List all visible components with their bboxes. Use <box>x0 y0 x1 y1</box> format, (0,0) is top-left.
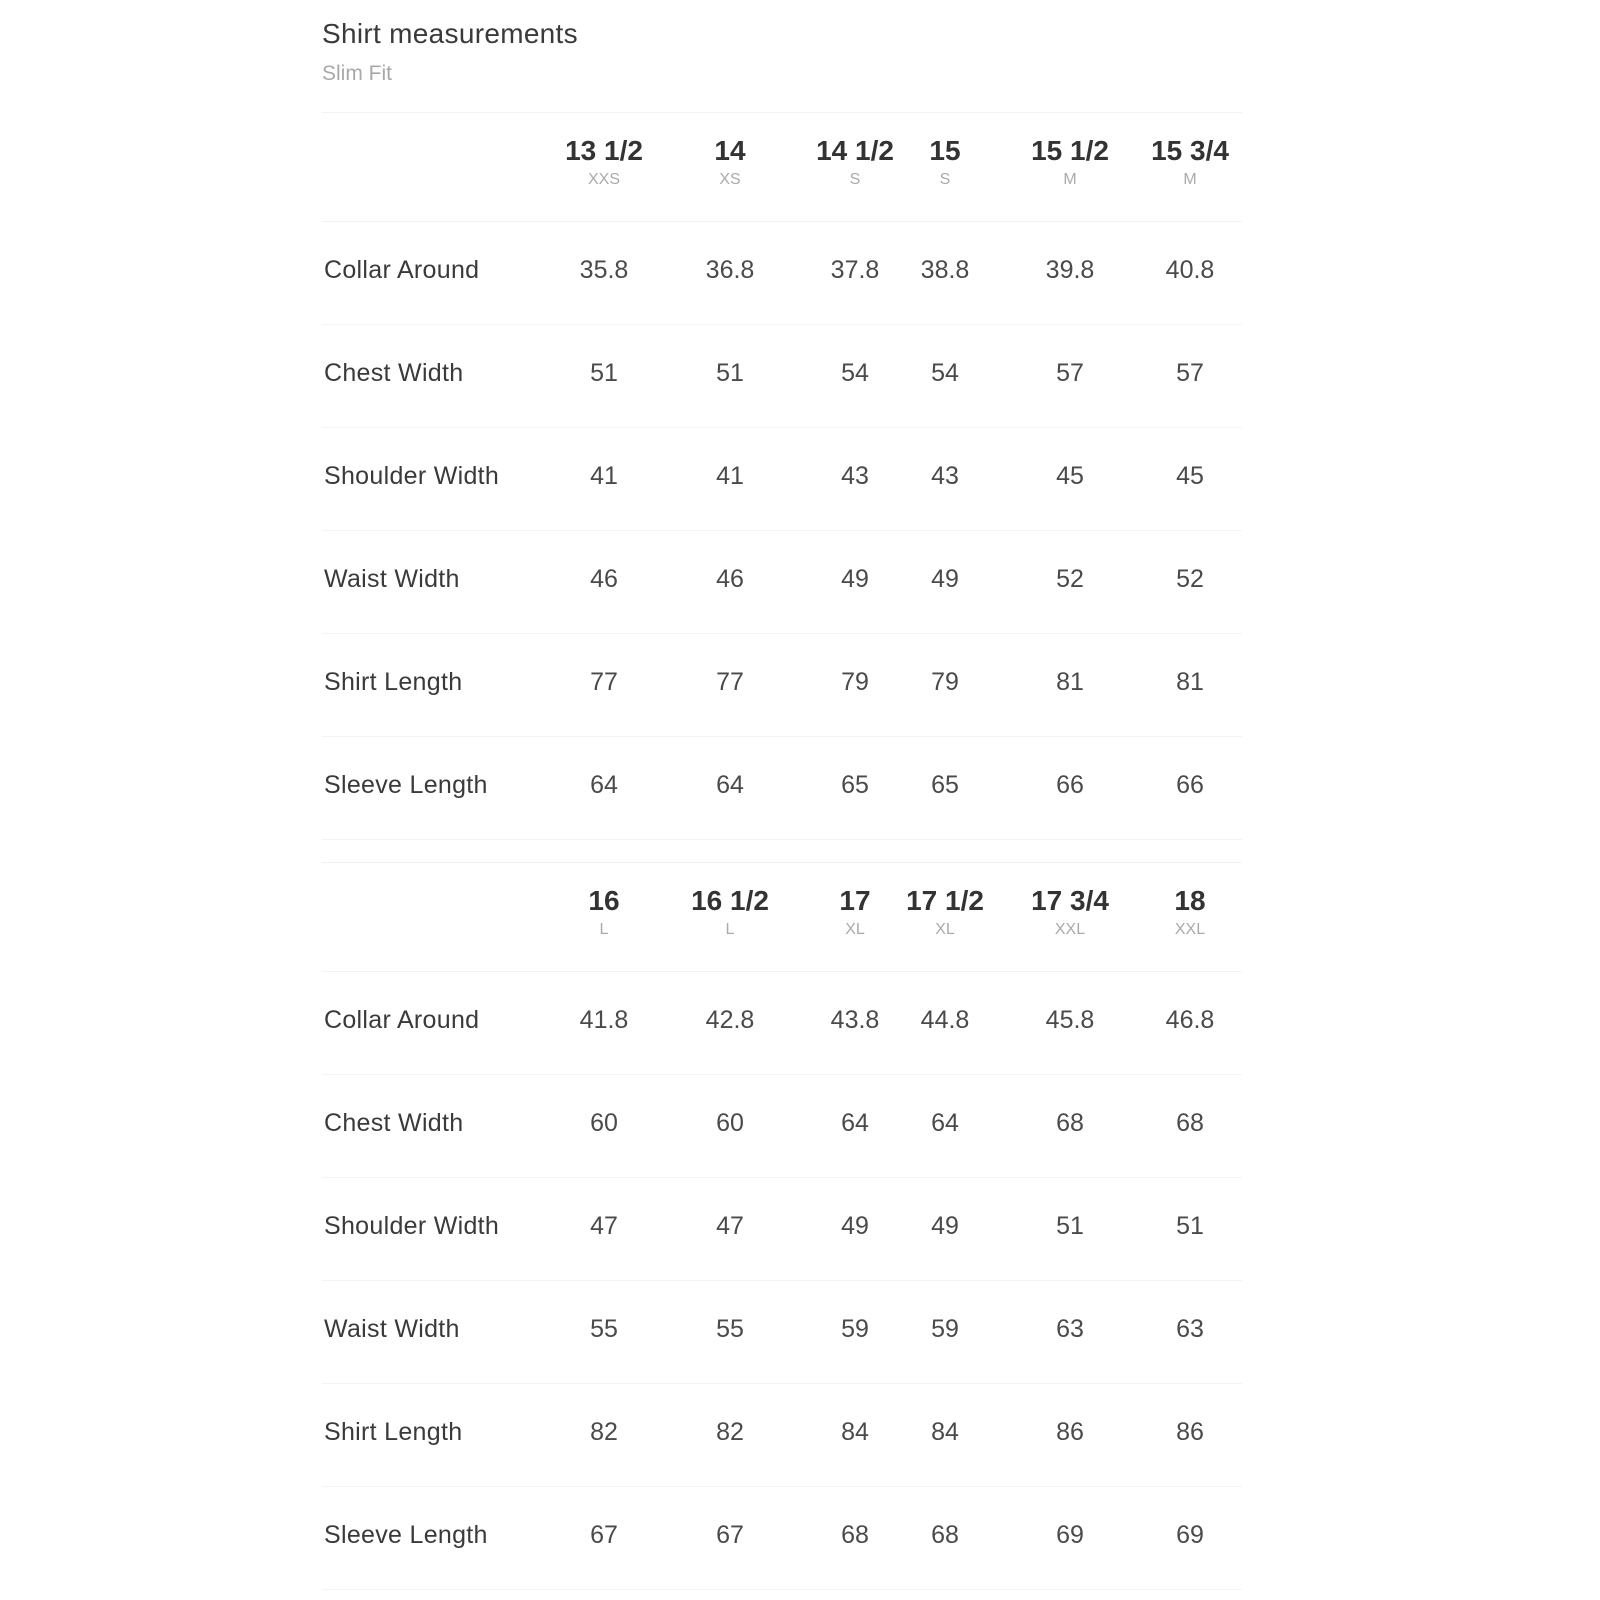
measurement-value: 43 <box>931 462 959 490</box>
measurement-value: 37.8 <box>830 256 880 284</box>
measurement-value: 49 <box>841 1212 869 1240</box>
size-column-header <box>929 135 960 189</box>
measurement-label: Collar Around <box>324 1006 480 1034</box>
measurement-label: Collar Around <box>324 256 480 284</box>
measurement-value: 68 <box>841 1521 869 1549</box>
measurement-value: 42.8 <box>705 1006 755 1034</box>
measurement-value: 68 <box>1176 1109 1204 1137</box>
measurement-value: 51 <box>1176 1212 1204 1240</box>
measurement-value: 40.8 <box>1165 256 1215 284</box>
measurement-row-waist-width <box>322 1281 1242 1384</box>
measurement-value: 64 <box>931 1109 959 1137</box>
size-value: 14 1/2 <box>816 135 894 166</box>
measurement-value: 69 <box>1056 1521 1084 1549</box>
page-title: Shirt measurements <box>322 18 578 49</box>
size-value: 17 3/4 <box>1031 885 1109 916</box>
size-value: 16 <box>588 885 620 916</box>
size-value: 15 1/2 <box>1031 135 1109 166</box>
measurement-value: 66 <box>1056 771 1084 799</box>
size-value: 17 <box>839 885 871 916</box>
measurement-value: 79 <box>841 668 869 696</box>
measurement-value: 49 <box>841 565 869 593</box>
measurement-value: 66 <box>1176 771 1204 799</box>
measurement-row-shirt-length <box>322 634 1242 737</box>
size-column-header <box>565 135 643 189</box>
size-value: 13 1/2 <box>565 135 643 166</box>
measurement-value: 51 <box>716 359 744 387</box>
size-value: 16 1/2 <box>691 885 769 916</box>
measurement-value: 52 <box>1056 565 1084 593</box>
size-column-header <box>816 135 894 189</box>
measurement-value: 45.8 <box>1045 1006 1095 1034</box>
size-column-header <box>1031 885 1109 939</box>
measurement-value: 81 <box>1056 668 1084 696</box>
size-letter: XL <box>845 921 865 938</box>
measurement-value: 59 <box>841 1315 869 1343</box>
measurement-value: 64 <box>590 771 618 799</box>
size-letter: S <box>849 171 861 188</box>
measurement-value: 68 <box>1056 1109 1084 1137</box>
measurement-value: 46 <box>590 565 618 593</box>
measurement-row-collar-around <box>322 972 1242 1075</box>
measurement-value: 46 <box>716 565 744 593</box>
size-column-header <box>1031 135 1109 189</box>
size-value: 17 1/2 <box>906 885 984 916</box>
measurement-value: 84 <box>841 1418 869 1446</box>
measurement-value: 38.8 <box>920 256 970 284</box>
measurement-value: 69 <box>1176 1521 1204 1549</box>
measurement-value: 45 <box>1056 462 1084 490</box>
measurement-row-shirt-length <box>322 1384 1242 1487</box>
measurement-label: Waist Width <box>324 1315 460 1343</box>
measurement-value: 84 <box>931 1418 959 1446</box>
size-header-row <box>322 862 1242 972</box>
size-letter: XXS <box>587 171 621 188</box>
measurement-value: 79 <box>931 668 959 696</box>
measurement-value: 57 <box>1176 359 1204 387</box>
measurement-value: 65 <box>841 771 869 799</box>
measurement-value: 44.8 <box>920 1006 970 1034</box>
measurement-label: Chest Width <box>324 1109 464 1137</box>
measurement-value: 63 <box>1056 1315 1084 1343</box>
measurement-value: 51 <box>590 359 618 387</box>
measurement-value: 54 <box>841 359 869 387</box>
measurement-row-chest-width <box>322 325 1242 428</box>
measurement-value: 35.8 <box>579 256 629 284</box>
measurement-value: 59 <box>931 1315 959 1343</box>
size-value: 15 <box>929 135 961 166</box>
measurement-value: 55 <box>590 1315 618 1343</box>
fit-subtitle: Slim Fit <box>322 62 392 85</box>
measurement-value: 64 <box>716 771 744 799</box>
measurement-row-chest-width <box>322 1075 1242 1178</box>
measurement-label: Sleeve Length <box>324 771 488 799</box>
size-value: 18 <box>1174 885 1206 916</box>
size-letter: XXL <box>1174 921 1206 938</box>
measurement-value: 43 <box>841 462 869 490</box>
size-letter: XL <box>935 921 955 938</box>
size-column-header <box>1174 885 1205 939</box>
measurement-value: 41 <box>716 462 744 490</box>
measurement-label: Chest Width <box>324 359 464 387</box>
measurement-value: 47 <box>590 1212 618 1240</box>
measurement-label: Sleeve Length <box>324 1521 488 1549</box>
size-column-header <box>839 885 870 939</box>
measurement-value: 43.8 <box>830 1006 880 1034</box>
measurement-value: 67 <box>716 1521 744 1549</box>
measurement-row-sleeve-length <box>322 1487 1242 1590</box>
measurement-value: 81 <box>1176 668 1204 696</box>
measurement-value: 45 <box>1176 462 1204 490</box>
measurement-value: 86 <box>1056 1418 1084 1446</box>
measurement-value: 46.8 <box>1165 1006 1215 1034</box>
size-letter: L <box>725 921 735 938</box>
size-column-header <box>691 885 769 939</box>
measurement-value: 36.8 <box>705 256 755 284</box>
measurement-value: 55 <box>716 1315 744 1343</box>
size-value: 15 3/4 <box>1151 135 1229 166</box>
measurement-label: Waist Width <box>324 565 460 593</box>
size-header-row <box>322 112 1242 222</box>
measurement-value: 68 <box>931 1521 959 1549</box>
measurement-value: 63 <box>1176 1315 1204 1343</box>
measurement-value: 64 <box>841 1109 869 1137</box>
measurement-value: 65 <box>931 771 959 799</box>
size-table-small <box>322 112 1242 840</box>
measurement-label: Shirt Length <box>324 668 463 696</box>
size-table-large <box>322 862 1242 1590</box>
measurement-value: 60 <box>716 1109 744 1137</box>
size-value: 14 <box>714 135 746 166</box>
measurement-value: 39.8 <box>1045 256 1095 284</box>
measurement-row-shoulder-width <box>322 1178 1242 1281</box>
measurement-label: Shoulder Width <box>324 462 500 490</box>
measurement-value: 57 <box>1056 359 1084 387</box>
measurement-value: 41 <box>590 462 618 490</box>
measurement-value: 82 <box>590 1418 618 1446</box>
measurement-value: 54 <box>931 359 959 387</box>
measurement-value: 77 <box>716 668 744 696</box>
measurement-row-sleeve-length <box>322 737 1242 840</box>
measurement-row-shoulder-width <box>322 428 1242 531</box>
measurement-value: 82 <box>716 1418 744 1446</box>
size-column-header <box>714 135 745 189</box>
measurement-value: 86 <box>1176 1418 1204 1446</box>
measurement-value: 60 <box>590 1109 618 1137</box>
size-column-header <box>906 885 984 939</box>
size-letter: XS <box>719 171 741 188</box>
size-letter: XXL <box>1054 921 1086 938</box>
measurement-value: 52 <box>1176 565 1204 593</box>
size-column-header <box>1151 135 1229 189</box>
measurement-value: 67 <box>590 1521 618 1549</box>
measurement-row-collar-around <box>322 222 1242 325</box>
size-letter: S <box>939 171 951 188</box>
measurement-value: 41.8 <box>579 1006 629 1034</box>
measurement-label: Shoulder Width <box>324 1212 500 1240</box>
measurement-value: 51 <box>1056 1212 1084 1240</box>
measurement-row-waist-width <box>322 531 1242 634</box>
size-column-header <box>588 885 619 939</box>
size-letter: L <box>599 921 609 938</box>
measurement-value: 77 <box>590 668 618 696</box>
measurement-label: Shirt Length <box>324 1418 463 1446</box>
measurement-value: 49 <box>931 1212 959 1240</box>
measurement-value: 47 <box>716 1212 744 1240</box>
measurement-value: 49 <box>931 565 959 593</box>
size-letter: M <box>1063 171 1077 188</box>
size-letter: M <box>1183 171 1197 188</box>
